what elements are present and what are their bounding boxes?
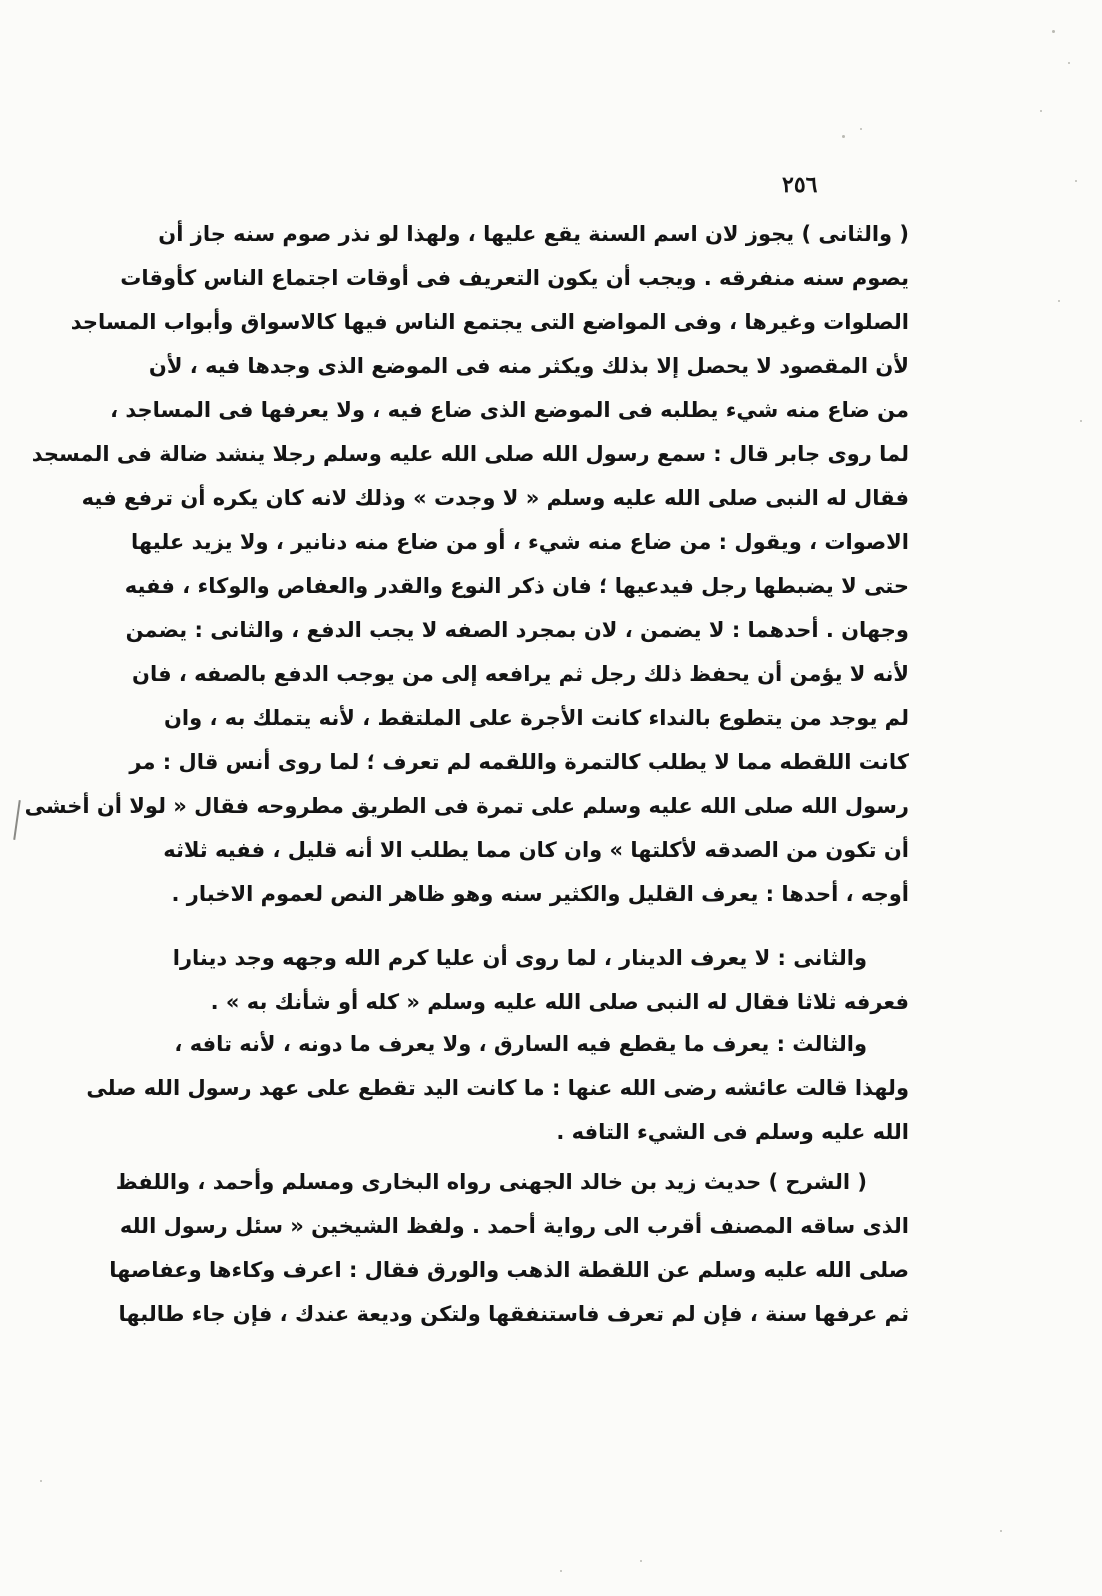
text-line: يصوم سنه منفرقه . ويجب أن يكون التعريف فى أوقات اجتماع الناس كأوقات: [120, 266, 909, 290]
paper-speckle: [1080, 420, 1082, 422]
paper-speckle: [1068, 62, 1070, 64]
text-line: لم يوجد من يتطوع بالنداء كانت الأجرة على الملتقط ، لأنه يتملك به ، وان: [163, 706, 909, 730]
text-line: لما روى جابر قال : سمع رسول الله صلى الله عليه وسلم رجلا ينشد ضالة فى المسجد: [31, 442, 909, 466]
text-line: رسول الله صلى الله عليه وسلم على تمرة فى الطريق مطروحه فقال « لولا أن أخشى: [24, 794, 909, 818]
paragraph-commentary: [109, 1160, 909, 1336]
page-number: ٢٥٦: [782, 172, 818, 198]
paper-speckle: [640, 1560, 642, 1562]
paragraph-third-opinion: [86, 1022, 909, 1154]
text-line: الاصوات ، ويقول : من ضاع منه شيء ، أو من ضاع منه دنانير ، ولا يزيد عليها: [131, 530, 909, 554]
text-line: الصلوات وغيرها ، وفى المواضع التى يجتمع الناس فيها كالاسواق وأبواب المساجد: [70, 310, 909, 334]
text-line: والثالث : يعرف ما يقطع فيه السارق ، ولا يعرف ما دونه ، لأنه تافه ،: [174, 1032, 867, 1056]
paper-speckle: [1075, 180, 1077, 182]
text-line: لأن المقصود لا يحصل إلا بذلك ويكثر منه فى الموضع الذى وجدها فيه ، لأن: [148, 354, 909, 378]
text-line: حتى لا يضبطها رجل فيدعيها ؛ فان ذكر النوع والقدر والعفاص والوكاء ، ففيه: [124, 574, 909, 598]
text-line: ثم عرفها سنة ، فإن لم تعرف فاستنفقها ولتكن وديعة عندك ، فإن جاء طالبها: [118, 1302, 909, 1326]
text-line: ( والثانى ) يجوز لان اسم السنة يقع عليها ، ولهذا لو نذر صوم سنه جاز أن: [158, 222, 909, 246]
text-line: والثانى : لا يعرف الدينار ، لما روى أن عليا كرم الله وجهه وجد دينارا: [172, 946, 867, 970]
paper-speckle: [560, 1570, 562, 1572]
text-line: الذى ساقه المصنف أقرب الى رواية أحمد . ولفظ الشيخين « سئل رسول الله: [119, 1214, 909, 1238]
text-line: لأنه لا يؤمن أن يحفظ ذلك رجل ثم يرافعه إلى من يوجب الدفع بالصفه ، فان: [132, 662, 909, 686]
paragraph-second-opinion: [172, 936, 909, 1024]
text-line: أوجه ، أحدها : يعرف القليل والكثير سنه وهو ظاهر النص لعموم الاخبار .: [171, 882, 909, 906]
paper-speckle: [1000, 1530, 1002, 1532]
text-line: كانت اللقطه مما لا يطلب كالتمرة واللقمه لم تعرف ؛ لما روى أنس قال : مر: [129, 750, 909, 774]
text-line: ولهذا قالت عائشه رضى الله عنها : ما كانت اليد تقطع على عهد رسول الله صلى: [86, 1076, 909, 1100]
text-line: صلى الله عليه وسلم عن اللقطة الذهب والورق فقال : اعرف وكاءها وعفاصها: [109, 1258, 909, 1282]
margin-mark: [13, 800, 21, 840]
text-line: فعرفه ثلاثا فقال له النبى صلى الله عليه وسلم « كله أو شأنك به » .: [210, 990, 909, 1014]
text-line: ( الشرح ) حديث زيد بن خالد الجهنى رواه البخارى ومسلم وأحمد ، واللفظ: [115, 1170, 867, 1194]
paper-speckle: [40, 1480, 42, 1482]
text-line: الله عليه وسلم فى الشيء التافه .: [556, 1120, 909, 1144]
paper-speckle: [860, 128, 862, 130]
paper-speckle: [1040, 110, 1042, 112]
text-line: فقال له النبى صلى الله عليه وسلم « لا وجدت » وذلك لانه كان يكره أن ترفع فيه: [81, 486, 909, 510]
text-line: من ضاع منه شيء يطلبه فى الموضع الذى ضاع فيه ، ولا يعرفها فى المساجد ،: [110, 398, 909, 422]
text-line: أن تكون من الصدقه لأكلتها » وان كان مما يطلب الا أنه قليل ، ففيه ثلاثه: [163, 838, 909, 862]
paragraph-main: [24, 212, 909, 916]
paper-speckle: [1058, 300, 1060, 302]
paper-speckle: [1052, 30, 1055, 33]
paper-speckle: [842, 135, 845, 138]
text-line: وجهان . أحدهما : لا يضمن ، لان بمجرد الصفه لا يجب الدفع ، والثانى : يضمن: [125, 618, 909, 642]
